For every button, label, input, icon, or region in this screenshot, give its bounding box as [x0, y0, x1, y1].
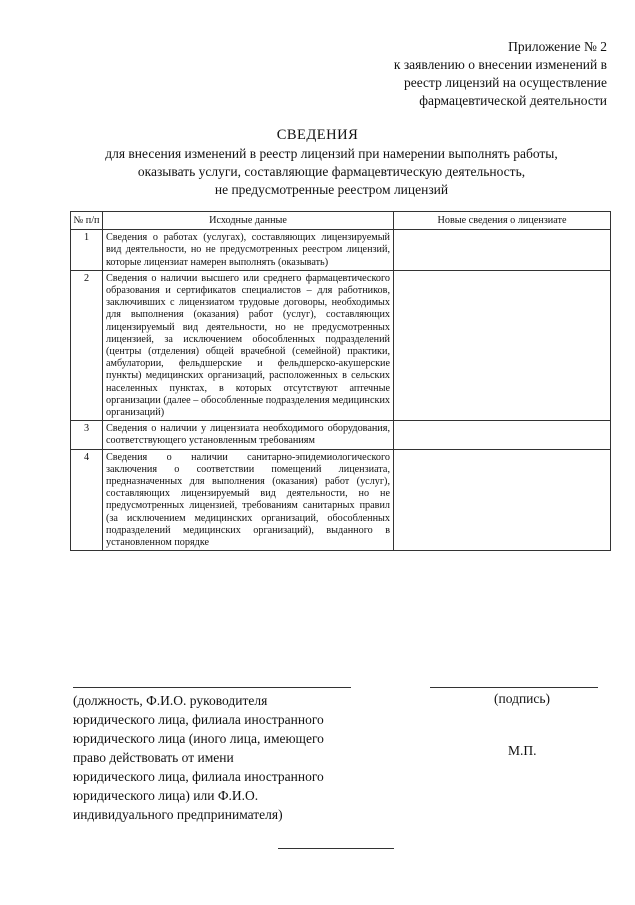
column-header-new-data: Новые сведения о лицензиате	[394, 212, 611, 230]
appendix-line: реестр лицензий на осуществление	[403, 75, 607, 90]
row-description: Сведения о наличии санитарно-эпидемиологического заключения о соответствии помещений лицензиата, предназначенных для выполнения (оказания) работ (услуг), составляющих лицензируемый вид деятельности, но не предусмотренных лицензией, требованиям санитарных правил (за исключением медицинских организаций, обособленных подразделений медицинских организаций), выданного в установленном порядке	[103, 449, 394, 551]
row-description: Сведения о наличии у лицензиата необходимого оборудования, соответствующего установленным требованиям	[103, 421, 394, 449]
caption-line: (должность, Ф.И.О. руководителя	[73, 693, 268, 708]
table-row	[71, 449, 611, 551]
appendix-header	[394, 38, 607, 110]
appendix-line: Приложение № 2	[508, 39, 607, 54]
table-row	[71, 230, 611, 271]
row-new-data-cell[interactable]	[394, 230, 611, 271]
caption-line: право действовать от имени	[73, 750, 234, 765]
row-new-data-cell[interactable]	[394, 449, 611, 551]
table-row	[71, 270, 611, 420]
column-header-number: № п/п	[71, 212, 103, 230]
caption-line: индивидуального предпринимателя)	[73, 807, 283, 822]
appendix-line: к заявлению о внесении изменений в	[393, 57, 607, 72]
document-subtitle	[60, 145, 603, 199]
position-name-caption	[73, 691, 324, 824]
subtitle-line: для внесения изменений в реестр лицензий при намерении выполнять работы,	[105, 146, 558, 161]
row-new-data-cell[interactable]	[394, 270, 611, 420]
row-number: 4	[71, 449, 103, 551]
row-new-data-cell[interactable]	[394, 421, 611, 449]
table-header-row	[71, 212, 611, 230]
information-table	[70, 211, 611, 551]
subtitle-line: оказывать услуги, составляющие фармацевтическую деятельность,	[137, 164, 526, 179]
caption-line: юридического лица) или Ф.И.О.	[73, 788, 259, 803]
row-description: Сведения о наличии высшего или среднего фармацевтического образования и сертификатов специалистов – для работников, заключивших с лицензиатом трудовые договоры, необходимых для выполнения (оказания) работ (услуг), составляющих лицензируемый вид деятельности, но не предусмотренных лицензией, за исключением обособленных подразделений (центры (отделения) общей врачебной (семейной) практики, амбулатории, фельдшерские и фельдшерско-акушерские пункты) медицинских организаций, расположенных в сельских населенных пунктах, в которых отсутствуют аптечные организации (далее – обособленные подразделения медицинских организаций)	[103, 270, 394, 420]
row-number: 3	[71, 421, 103, 449]
column-header-source-data: Исходные данные	[103, 212, 394, 230]
signature-caption: (подпись)	[494, 691, 551, 706]
caption-line: юридического лица, филиала иностранного	[73, 712, 324, 727]
row-description: Сведения о работах (услугах), составляющих лицензируемый вид деятельности, но не предусмотренных реестром лицензий, которые лицензиат намерен выполнять (оказывать)	[103, 230, 394, 271]
signature-line[interactable]	[430, 687, 598, 688]
table-row	[71, 421, 611, 449]
subtitle-line: не предусмотренные реестром лицензий	[214, 182, 449, 197]
caption-line: юридического лица (иного лица, имеющего	[73, 731, 324, 746]
row-number: 2	[71, 270, 103, 420]
caption-line: юридического лица, филиала иностранного	[73, 769, 324, 784]
row-number: 1	[71, 230, 103, 271]
document-title: СВЕДЕНИЯ	[276, 127, 359, 143]
bottom-line	[278, 848, 394, 849]
position-name-line[interactable]	[73, 687, 351, 688]
appendix-line: фармацевтической деятельности	[419, 93, 607, 108]
stamp-place-label: М.П.	[508, 743, 537, 758]
